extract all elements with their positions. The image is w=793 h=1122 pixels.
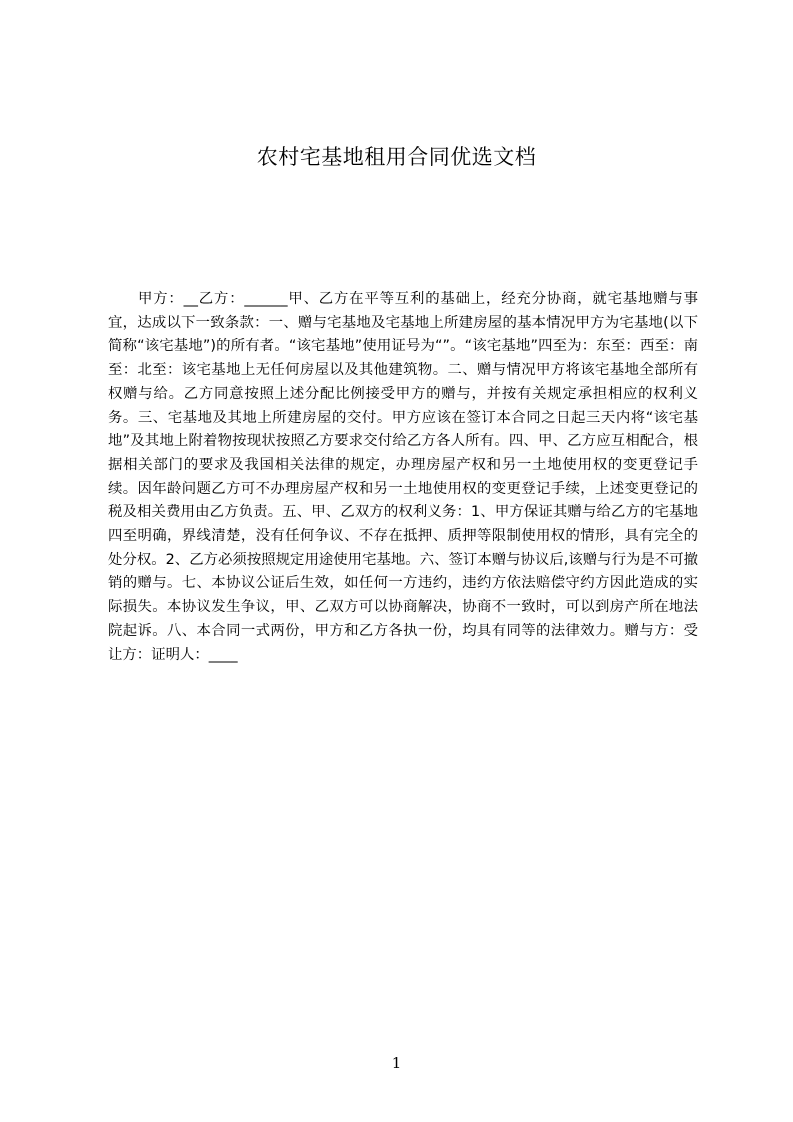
contract-body-paragraph: 甲方：__乙方：______甲、乙方在平等互利的基础上，经充分协商，就宅基地赠与事宜，达成以下一致条款：一、赠与宅基地及宅基地上所建房屋的基本情况甲方为宅基地(以下简称“该宅基地”)的所有者。“该宅基地”使用证号为“”。“该宅基地”四至为：东至：西至：南至：北至：该宅基地上无任何房屋以及其他建筑物。二、赠与情况甲方将该宅基地全部所有权赠与给。乙方同意按照上述分配比例接受甲方的赠与，并按有关规定承担相应的权利义务。三、宅基地及其地上所建房屋的交付。甲方应该在签订本合同之日起三天内将“该宅基地”及其地上附着物按现状按照乙方要求交付给乙方各人所有。四、甲、乙方应互相配合，根据相关部门的要求及我国相关法律的规定，办理房屋产权和另一土地使用权的变更登记手续。因年龄问题乙方可不办理房屋产权和另一土地使用权的变更登记手续，上述变更登记的税及相关费用由乙方负责。五、甲、乙双方的权利义务：1、甲方保证其赠与给乙方的宅基地四至明确，界线清楚，没有任何争议、不存在抵押、质押等限制使用权的情形，具有完全的处分权。2、乙方必须按照规定用途使用宅基地。六、签订本赠与协议后,该赠与行为是不可撤销的赠与。七、本协议公证后生效，如任何一方违约，违约方依法赔偿守约方因此造成的实际损失。本协议发生争议，甲、乙双方可以协商解决，协商不一致时，可以到房产所在地法院起诉。八、本合同一式两份，甲方和乙方各执一份，均具有同等的法律效力。赠与方：受让方：证明人：____ (108, 291, 698, 663)
page-number: 1 (391, 1054, 402, 1072)
document-title: 农村宅基地租用合同优选文档 (256, 145, 537, 169)
